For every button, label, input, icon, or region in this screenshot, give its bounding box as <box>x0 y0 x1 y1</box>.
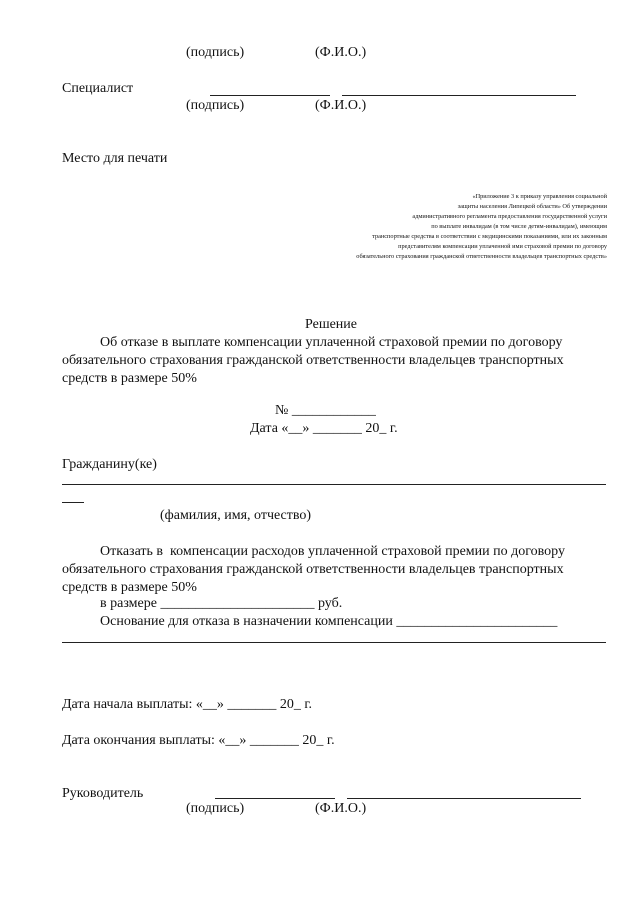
head-fio-caption: (Ф.И.О.) <box>315 801 367 816</box>
appendix-line: защиты населения Липецкой области» Об утверждении <box>457 203 607 210</box>
appendix-line: по выплате инвалидам (в том числе детям-инвалидам), имеющим <box>431 223 607 230</box>
appendix-line: представителям компенсации уплаченной ими страховой премии по договору <box>398 243 607 250</box>
citizen-name-line-cont <box>62 502 84 503</box>
appendix-line: «Приложение 3 к приказу управления социальной <box>472 193 607 200</box>
citizen-label: Гражданину(ке) <box>62 457 157 472</box>
refusal-line: средств в размере 50% <box>62 580 197 595</box>
head-signature-caption: (подпись) <box>186 801 245 816</box>
decision-number: № ____________ <box>275 403 376 418</box>
decision-date: Дата «__» _______ 20_ г. <box>250 421 398 436</box>
citizen-name-line[interactable] <box>62 484 606 485</box>
payment-start-date: Дата начала выплаты: «__» _______ 20_ г. <box>62 697 313 712</box>
stamp-place-label: Место для печати <box>62 151 168 166</box>
citizen-name-hint: (фамилия, имя, отчество) <box>160 508 312 523</box>
refusal-line: Отказать в компенсации расходов уплаченной страховой премии по договору <box>100 544 565 559</box>
specialist-fio-line[interactable] <box>342 95 576 96</box>
specialist-fio-caption: (Ф.И.О.) <box>315 98 367 113</box>
head-label: Руководитель <box>62 786 144 801</box>
specialist-signature-caption: (подпись) <box>186 98 245 113</box>
head-signature-line[interactable] <box>215 798 335 799</box>
decision-subject-line: Об отказе в выплате компенсации уплаченной страховой премии по договору <box>100 335 563 350</box>
refusal-reason-line[interactable] <box>62 642 606 643</box>
specialist-label: Специалист <box>62 81 134 96</box>
appendix-line: административного регламента предоставления государственной услуги <box>412 213 607 220</box>
refusal-line: обязательного страхования гражданской ответственности владельцев транспортных <box>62 562 564 577</box>
top-signature-caption: (подпись) <box>186 45 245 60</box>
specialist-signature-line[interactable] <box>210 95 330 96</box>
decision-subject-line: средств в размере 50% <box>62 371 197 386</box>
payment-end-date: Дата окончания выплаты: «__» _______ 20_ г. <box>62 733 335 748</box>
decision-title: Решение <box>305 317 358 332</box>
refusal-reason: Основание для отказа в назначении компенсации _______________________ <box>100 614 558 629</box>
decision-subject-line: обязательного страхования гражданской ответственности владельцев транспортных <box>62 353 564 368</box>
top-fio-caption: (Ф.И.О.) <box>315 45 367 60</box>
head-fio-line[interactable] <box>347 798 581 799</box>
appendix-line: обязательного страхования гражданской ответственности владельцев транспортных средств» <box>356 253 607 260</box>
refusal-amount: в размере ______________________ руб. <box>100 596 343 611</box>
appendix-line: транспортные средства в соответствии с медицинскими показаниями, или их законным <box>372 233 607 240</box>
